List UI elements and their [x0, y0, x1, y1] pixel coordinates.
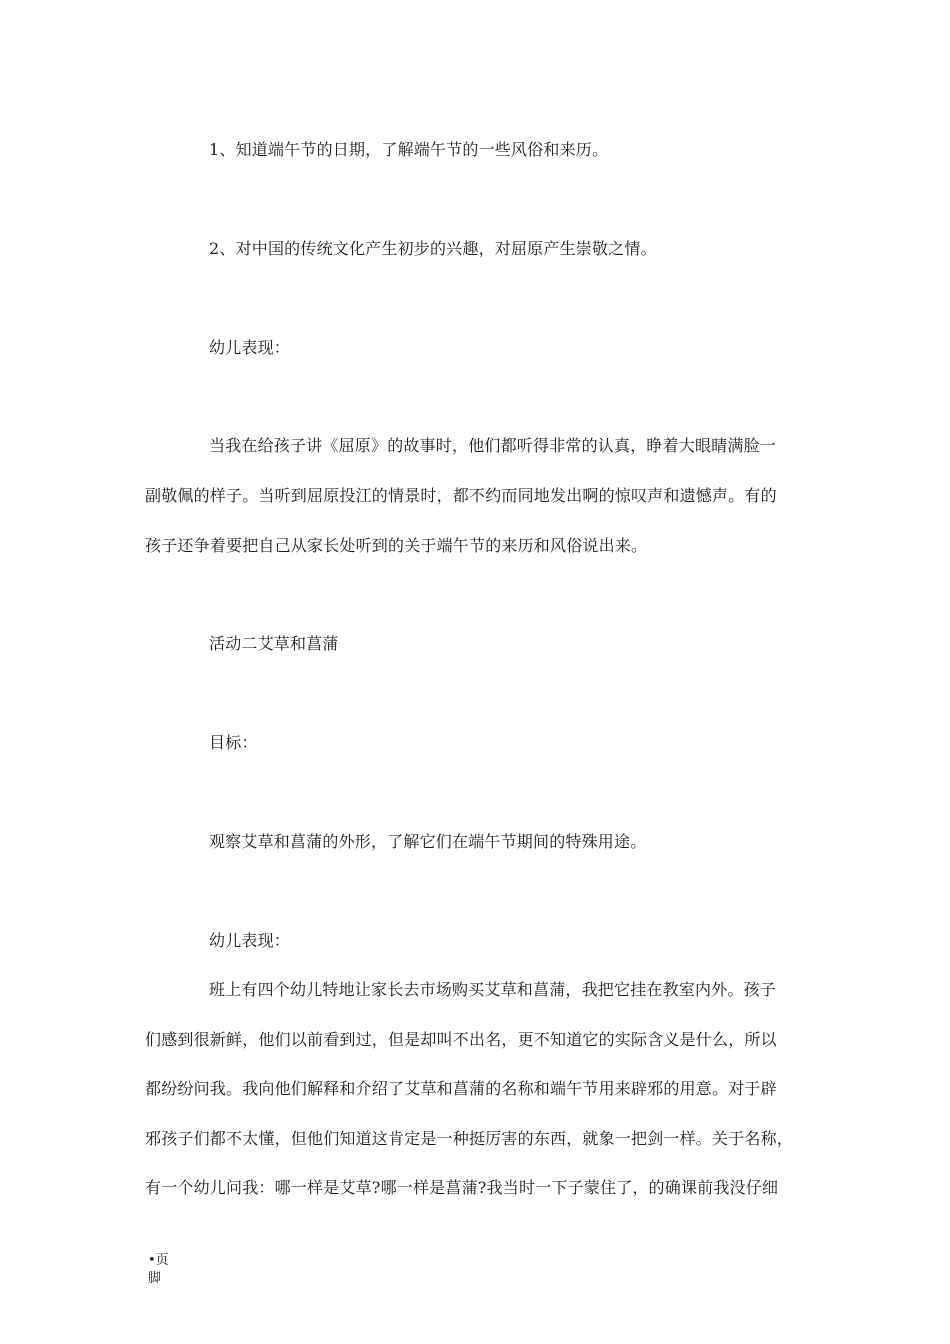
- goal-item-2: 2、对中国的传统文化产生初步的兴趣，对屈原产生崇敬之情。: [209, 239, 657, 258]
- paragraph-line: 孩子还争着要把自己从家长处听到的关于端午节的来历和风俗说出来。: [145, 536, 648, 555]
- section-heading-child-performance: 幼儿表现：: [209, 338, 291, 357]
- section-heading-child-performance: 幼儿表现：: [209, 931, 291, 950]
- goal-item-1: 1、知道端午节的日期，了解端午节的一些风俗和来历。: [209, 140, 609, 159]
- paragraph-line: 当我在给孩子讲《屈原》的故事时，他们都听得非常的认真，睁着大眼睛满脸一: [209, 436, 777, 455]
- page-footer: •页脚: [148, 1253, 169, 1286]
- activity-heading: 活动二艾草和菖蒲: [209, 634, 339, 653]
- paragraph-line: 邪孩子们都不太懂，但他们知道这肯定是一种挺厉害的东西，就象一把剑一样。关于名称，: [145, 1129, 794, 1148]
- goal-item: 观察艾草和菖蒲的外形，了解它们在端午节期间的特殊用途。: [209, 832, 647, 851]
- paragraph-line: 们感到很新鲜，他们以前看到过，但是却叫不出名，更不知道它的实际含义是什么，所以: [145, 1030, 777, 1049]
- section-heading-goal: 目标：: [209, 733, 258, 752]
- paragraph-line: 有一个幼儿问我：哪一样是艾草?哪一样是菖蒲?我当时一下子蒙住了，的确课前我没仔细: [145, 1178, 779, 1197]
- paragraph-line: 副敬佩的样子。当听到屈原投江的情景时，都不约而同地发出啊的惊叹声和遗憾声。有的: [145, 486, 777, 505]
- paragraph-line: 班上有四个幼儿特地让家长去市场购买艾草和菖蒲，我把它挂在教室内外。孩子: [209, 980, 777, 999]
- paragraph-line: 都纷纷问我。我向他们解释和介绍了艾草和菖蒲的名称和端午节用来辟邪的用意。对于辟: [145, 1079, 777, 1098]
